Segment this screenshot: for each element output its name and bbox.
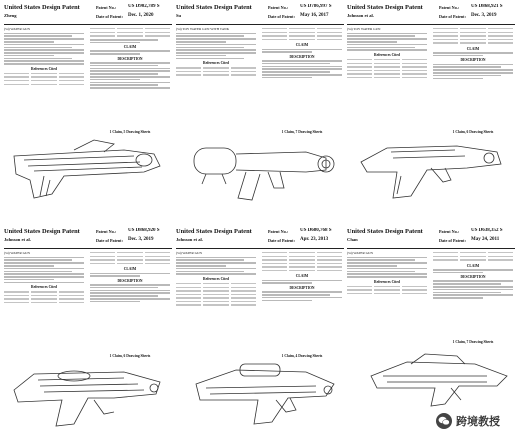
watermark-text: 跨境教授 — [456, 415, 500, 428]
patent-no: US D638,352 S — [471, 228, 503, 233]
figure-caption: 1 Claim, 4 Drawing Sheets — [281, 354, 323, 358]
title-field: (54) WATER GUN — [4, 251, 30, 255]
patent-date-label: Date of Patent: — [439, 14, 466, 19]
claims-column — [90, 27, 170, 127]
title-field: (54) TOY WATER GUN — [347, 27, 381, 31]
references-heading: References Cited — [31, 66, 57, 71]
references-heading: References Cited — [203, 276, 229, 281]
patent-office: United States Design Patent — [176, 228, 252, 235]
water-gun-drawing — [347, 136, 515, 214]
patent-inventor: Johnson et al. — [176, 237, 203, 242]
patent-office: United States Design Patent — [347, 228, 423, 235]
claims-column — [433, 251, 513, 351]
patent-sheet-6 — [347, 228, 515, 440]
figure-caption: 1 Claim, 7 Drawing Sheets — [281, 130, 323, 134]
description-heading: DESCRIPTION — [117, 56, 143, 61]
claim-heading: CLAIM — [466, 263, 480, 268]
patent-date: Dec. 3, 2019 — [471, 13, 497, 18]
patent-date-label: Date of Patent: — [96, 238, 123, 243]
patent-date: Dec. 3, 2019 — [128, 237, 154, 242]
title-field: (54) WATER GUN — [4, 27, 30, 31]
claims-column — [262, 27, 342, 127]
description-heading: DESCRIPTION — [117, 278, 143, 283]
patent-date: Apr. 23, 2013 — [300, 237, 329, 242]
claim-heading: CLAIM — [295, 43, 309, 48]
bibliographic-column — [347, 27, 427, 127]
patent-inventor: Su — [176, 13, 182, 18]
figure-caption: 1 Claim, 7 Drawing Sheets — [452, 340, 494, 344]
patent-inventor: Zheng — [4, 13, 17, 18]
patent-inventor: Johnson et al. — [4, 237, 31, 242]
patent-date: May 24, 2011 — [471, 237, 500, 242]
description-heading: DESCRIPTION — [460, 58, 486, 63]
patent-date: May 16, 2017 — [300, 13, 329, 18]
patent-office: United States Design Patent — [347, 4, 423, 11]
claims-column — [90, 251, 170, 351]
bibliographic-column — [176, 251, 256, 351]
patent-sheet-5 — [176, 228, 344, 440]
claim-heading: CLAIM — [466, 46, 480, 51]
patent-no: US D868,920 S — [128, 228, 160, 233]
bibliographic-column — [176, 27, 256, 127]
patent-no-label: Patent No.: — [268, 229, 289, 234]
claim-heading: CLAIM — [123, 267, 137, 272]
description-heading: DESCRIPTION — [289, 54, 315, 59]
water-gun-drawing — [4, 360, 172, 438]
bibliographic-column — [4, 27, 84, 127]
title-field: (54) WATER GUN — [347, 251, 373, 255]
patent-header — [347, 228, 515, 249]
patent-header — [347, 4, 515, 25]
patent-no: US D902,789 S — [128, 4, 160, 9]
patent-header — [4, 228, 172, 249]
patent-header — [176, 228, 344, 249]
patent-inventor: Johnson et al. — [347, 13, 374, 18]
patent-sheet-3 — [347, 4, 515, 216]
water-gun-drawing — [4, 136, 172, 214]
patent-no: US D786,997 S — [300, 4, 332, 9]
patent-inventor: Chan — [347, 237, 358, 242]
references-heading: References Cited — [374, 279, 400, 284]
patent-sheet-2 — [176, 4, 344, 216]
bibliographic-column — [4, 251, 84, 351]
bibliographic-column — [347, 251, 427, 351]
patent-no-label: Patent No.: — [96, 229, 117, 234]
patent-no-label: Patent No.: — [96, 5, 117, 10]
references-heading: References Cited — [31, 285, 57, 290]
claims-column — [433, 27, 513, 127]
patent-date-label: Date of Patent: — [268, 238, 295, 243]
figure-caption: 1 Claim, 6 Drawing Sheets — [109, 354, 151, 358]
patent-sheet-4 — [4, 228, 172, 440]
patent-date: Dec. 1, 2020 — [128, 13, 154, 18]
water-gun-drawing — [176, 360, 344, 438]
claims-column — [262, 251, 342, 351]
patent-no-label: Patent No.: — [439, 5, 460, 10]
water-gun-drawing — [347, 346, 515, 410]
patent-office: United States Design Patent — [176, 4, 252, 11]
patent-no: US D680,768 S — [300, 228, 332, 233]
patent-date-label: Date of Patent: — [439, 238, 466, 243]
description-heading: DESCRIPTION — [460, 275, 486, 280]
figure-caption: 1 Claim, 6 Drawing Sheets — [452, 130, 494, 134]
patent-header — [4, 4, 172, 25]
patent-no: US D868,921 S — [471, 4, 503, 9]
water-gun-drawing — [176, 136, 344, 214]
references-heading: References Cited — [203, 61, 229, 66]
title-field: (54) TOY WATER GUN WITH TANK — [176, 27, 230, 31]
patent-no-label: Patent No.: — [439, 229, 460, 234]
claim-heading: CLAIM — [295, 274, 309, 279]
title-field: (54) WATER GUN — [176, 251, 202, 255]
description-heading: DESCRIPTION — [289, 286, 315, 291]
references-heading: References Cited — [374, 52, 400, 57]
patent-date-label: Date of Patent: — [96, 14, 123, 19]
watermark — [436, 413, 500, 429]
patent-office: United States Design Patent — [4, 4, 80, 11]
patent-header — [176, 4, 344, 25]
wechat-icon — [436, 413, 452, 429]
figure-caption: 1 Claim, 5 Drawing Sheets — [109, 130, 151, 134]
patent-date-label: Date of Patent: — [268, 14, 295, 19]
patent-no-label: Patent No.: — [268, 5, 289, 10]
patent-sheet-1 — [4, 4, 172, 216]
patent-office: United States Design Patent — [4, 228, 80, 235]
claim-heading: CLAIM — [123, 45, 137, 50]
